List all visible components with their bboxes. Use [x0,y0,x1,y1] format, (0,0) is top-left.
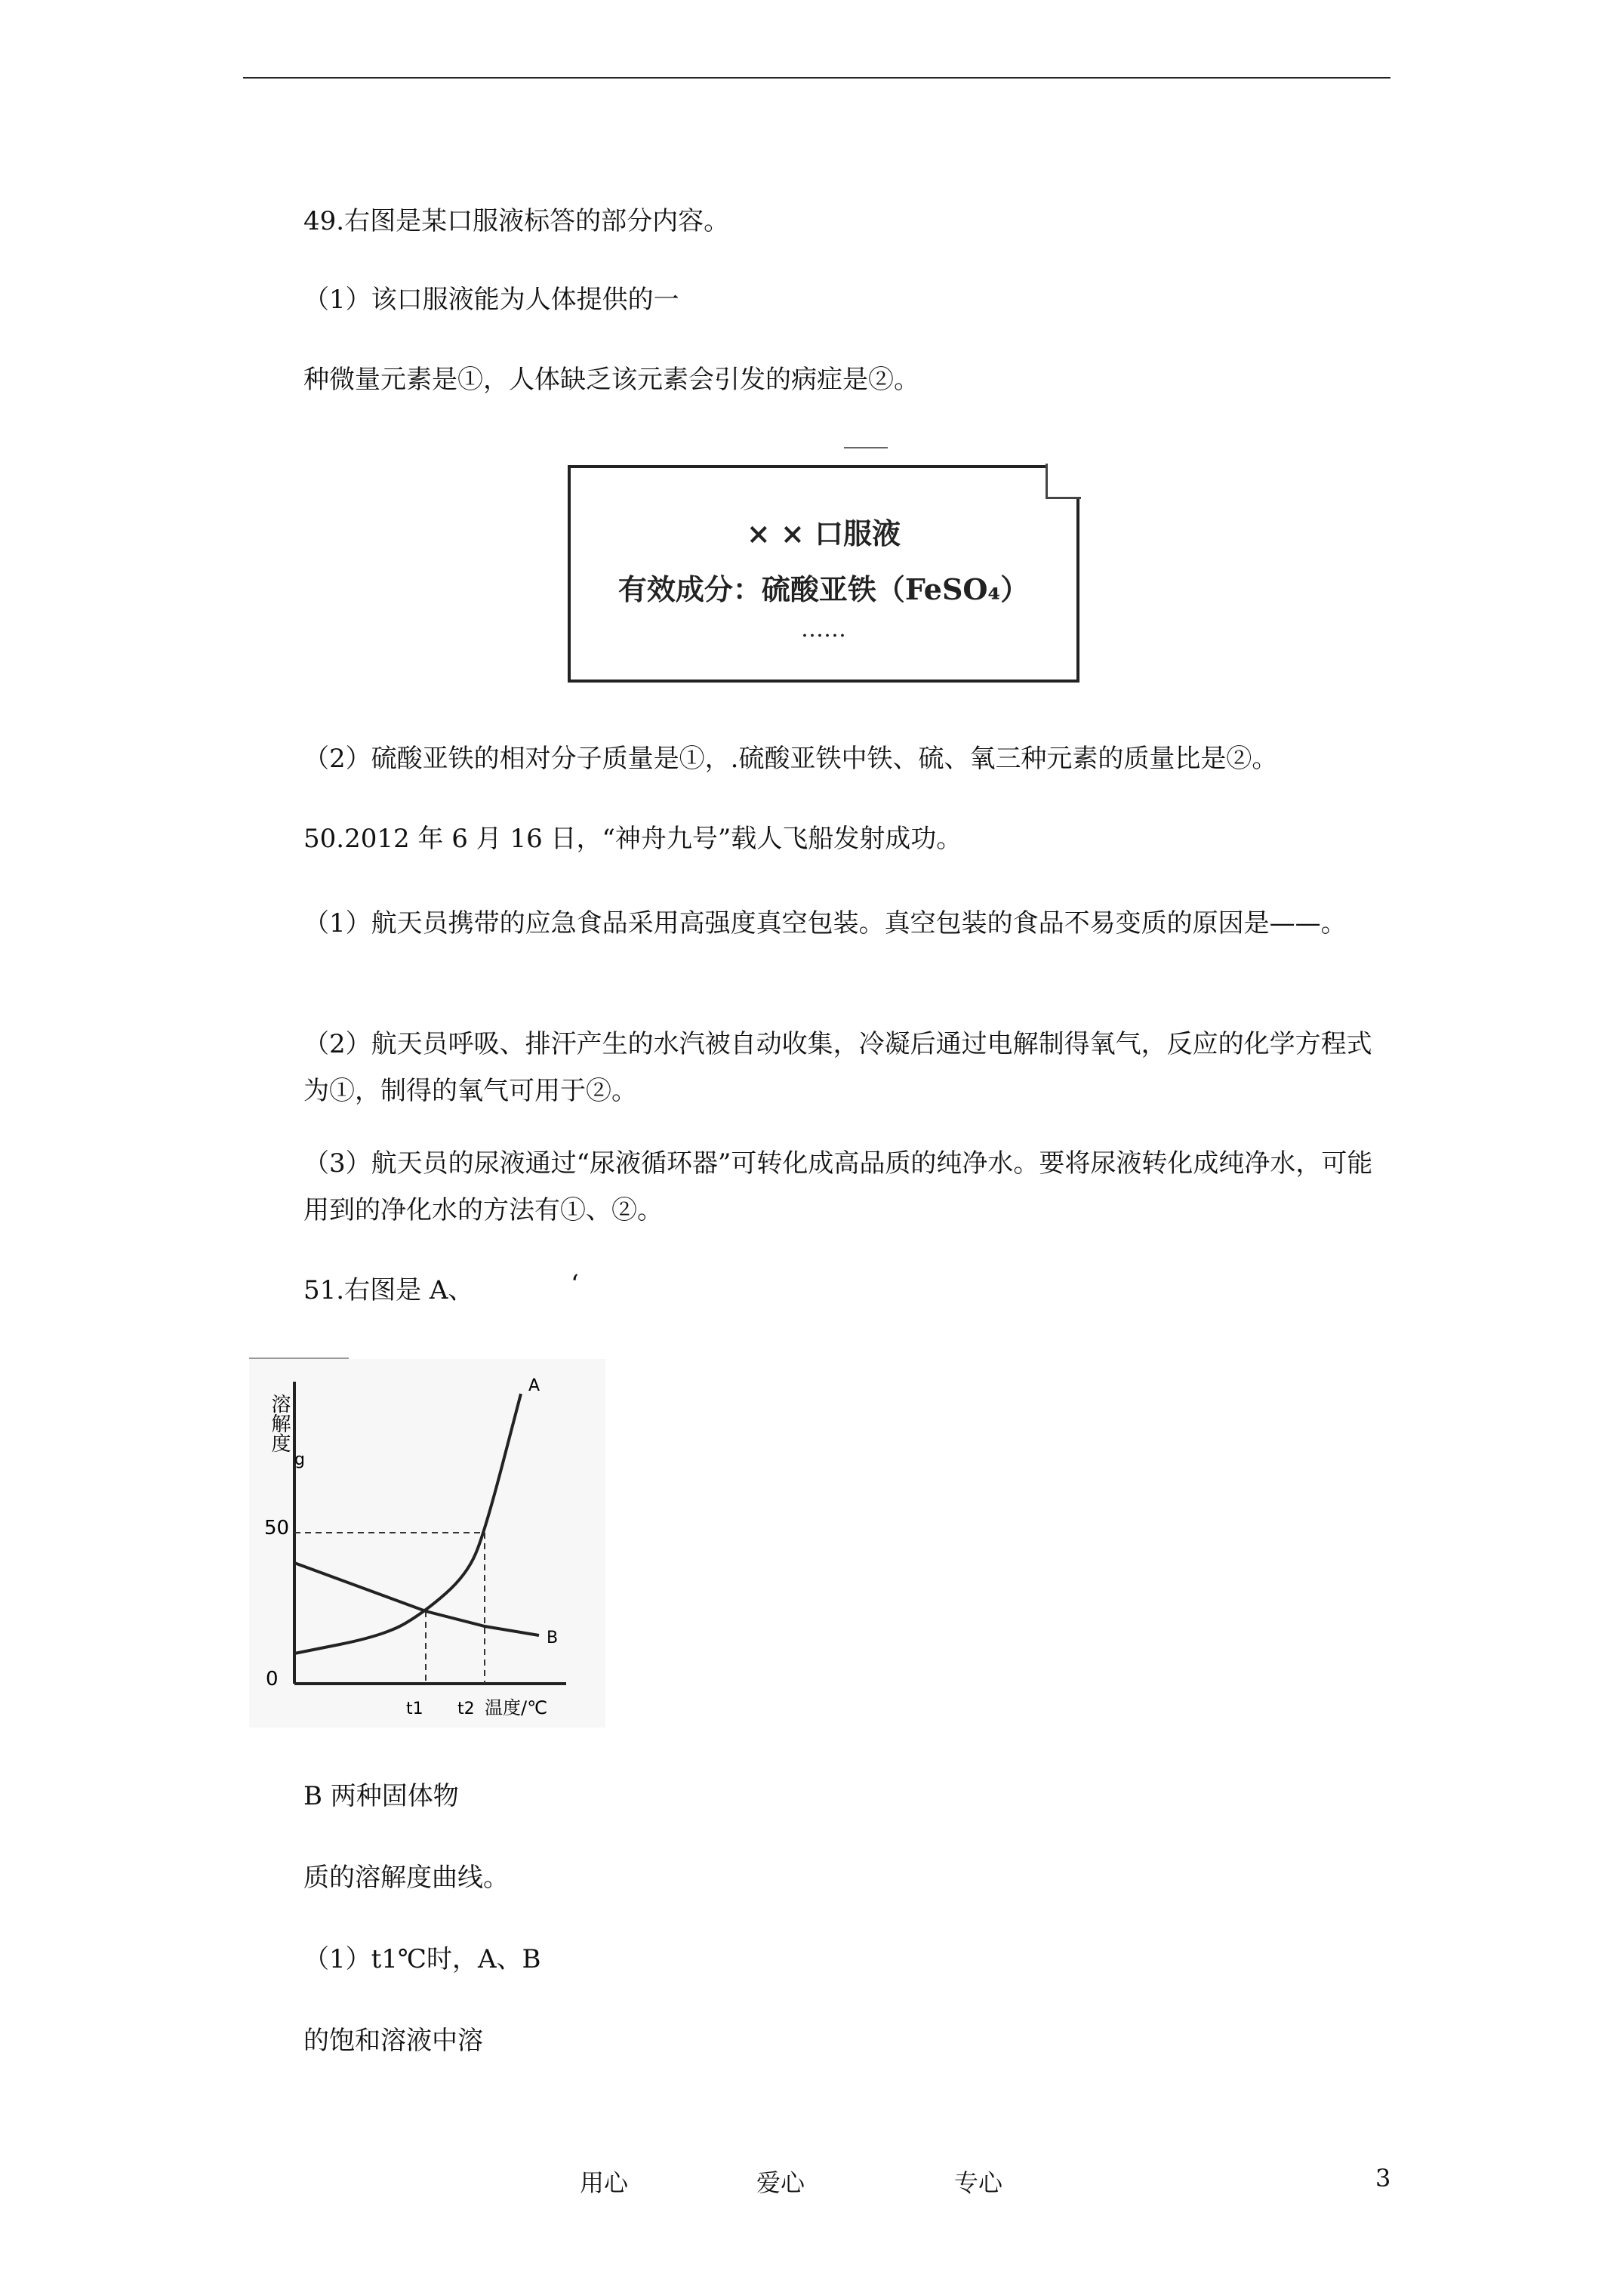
label-fold-corner [1046,464,1081,499]
q51-line5: 的饱和溶液中溶 [303,2026,483,2056]
footer-right: 专心 [954,2168,1003,2197]
label-title: × × 口服液 [746,516,901,550]
q51-mark: ‘ [571,1269,579,1299]
q50-part1: （1）航天员携带的应急食品采用高强度真空包装。真空包装的食品不易变质的原因是——。 [303,908,1347,938]
q49-part1: （1）该口服液能为人体提供的一 [303,285,679,315]
footer-left: 用心 [580,2168,629,2197]
header-rule [243,77,1390,79]
y-label: 溶解度 [268,1394,291,1453]
q49-part1-cont: 种微量元素是①，人体缺乏该元素会引发的病症是②。 [303,365,919,395]
q51-title: 51.右图是 A、 [303,1275,474,1305]
q50-title: 50.2012 年 6 月 16 日，“神舟九号”载人飞船发射成功。 [303,824,962,854]
q51-line2: B 两种固体物 [303,1781,459,1811]
page-number: 3 [1375,2164,1391,2193]
series-B-label: B [547,1629,559,1647]
label-ingredient: 有效成分：硫酸亚铁（FeSO₄） [617,572,1030,606]
q50-part2: （2）航天员呼吸、排汗产生的水汽被自动收集，冷凝后通过电解制得氧气，反应的化学方程式为①，制得的氧气可用于②。 [303,1029,1372,1106]
series-A-label: A [528,1376,540,1395]
q50-part3: （3）航天员的尿液通过“尿液循环器”可转化成高品质的纯净水。要将尿液转化成纯净水，可能用到的净化水的方法有①、②。 [303,1148,1373,1225]
x-tick-t2: t2 [457,1700,475,1718]
footer-mid: 爱心 [756,2168,805,2197]
product-label [568,465,1079,683]
solubility-chart [249,1359,605,1727]
dash-mark [844,447,888,448]
chart-svg [249,1359,605,1727]
x-tick-t1: t1 [406,1700,423,1718]
chart-background [249,1359,605,1727]
q49-title: 49.右图是某口服液标答的部分内容。 [303,206,730,236]
y-unit: g [294,1450,305,1469]
y-tick-50: 50 [264,1517,290,1539]
origin-label: 0 [266,1668,279,1690]
q51-line3: 质的溶解度曲线。 [303,1863,509,1893]
x-label: 温度/℃ [485,1697,548,1718]
label-more: …… [801,616,846,643]
q49-part2: （2）硫酸亚铁的相对分子质量是①，.硫酸亚铁中铁、硫、氧三种元素的质量比是②。 [303,744,1278,774]
q51-part1: （1）t1℃时，A、B [303,1944,541,1974]
